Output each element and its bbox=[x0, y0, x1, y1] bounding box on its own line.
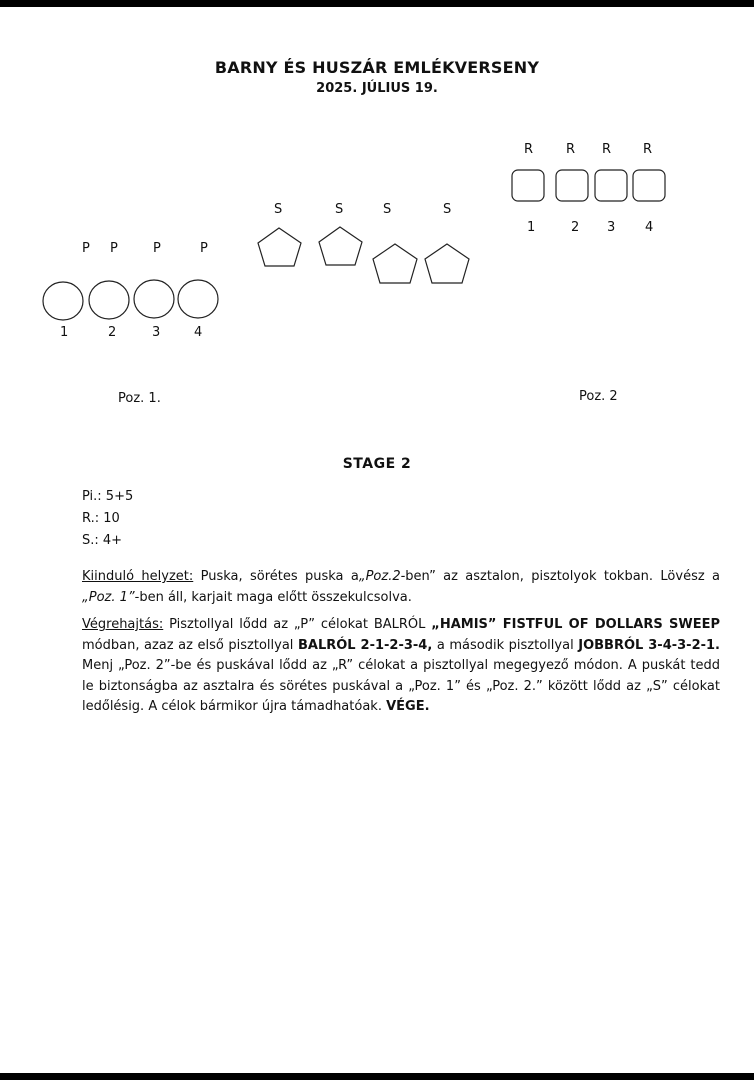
stage-diagram bbox=[0, 0, 754, 440]
s-label-4: S bbox=[443, 202, 452, 217]
r-label-3: R bbox=[602, 142, 612, 157]
s-target-3 bbox=[373, 244, 417, 283]
round-count-pistol: Pi.: 5+5 bbox=[82, 489, 134, 504]
document-title: BARNY ÉS HUSZÁR EMLÉKVERSENY bbox=[214, 58, 540, 77]
starting-position-label: Kiinduló helyzet: bbox=[82, 569, 194, 584]
s-target-4 bbox=[425, 244, 469, 283]
p-target-2 bbox=[89, 281, 129, 319]
document-date: 2025. JÚLIUS 19. bbox=[316, 81, 438, 96]
p-target-1 bbox=[43, 282, 83, 320]
r-target-1 bbox=[512, 170, 544, 201]
s-label-1: S bbox=[274, 202, 283, 217]
round-count-shotgun: S.: 4+ bbox=[82, 533, 123, 548]
p-label-2: P bbox=[110, 241, 118, 256]
p-number-4: 4 bbox=[194, 325, 203, 340]
p-target-4 bbox=[178, 280, 218, 318]
p-number-2: 2 bbox=[108, 325, 117, 340]
p-number-1: 1 bbox=[60, 325, 69, 340]
round-count-rifle: R.: 10 bbox=[82, 511, 120, 526]
r-number-3: 3 bbox=[607, 220, 616, 235]
procedure-paragraph: Végrehajtás: Pisztollyal lődd az „P” célokat BALRÓL „HAMIS” FISTFUL OF DOLLARS SWEEP módban, azaz az első pisztollyal BALRÓL 2-1-2-3-4, a második pisztollyal JOBBRÓL 3-4-3-2-1. Menj „Poz. 2”-be és puskával lődd az „R” célokat a pisztollyal megegyező módon. A puskát tedd le biztonságba az asztalra és sörétes puskával a „Poz. 1” és „Poz. 2.” között lődd az „S” célokat ledőlésig. A célok bármikor újra támadhatóak. VÉGE. bbox=[82, 617, 721, 714]
stage-title: STAGE 2 bbox=[342, 456, 412, 472]
bottom-border bbox=[0, 1073, 754, 1080]
p-label-3: P bbox=[153, 241, 161, 256]
s-target-1 bbox=[258, 228, 301, 266]
r-number-2: 2 bbox=[571, 220, 580, 235]
r-label-4: R bbox=[643, 142, 653, 157]
r-target-4 bbox=[633, 170, 665, 201]
r-target-2 bbox=[556, 170, 588, 201]
s-label-3: S bbox=[383, 202, 392, 217]
p-label-4: P bbox=[200, 241, 208, 256]
position-2-label: Poz. 2 bbox=[579, 389, 618, 404]
r-label-2: R bbox=[566, 142, 576, 157]
r-label-1: R bbox=[524, 142, 534, 157]
s-label-2: S bbox=[335, 202, 344, 217]
p-target-3 bbox=[134, 280, 174, 318]
p-number-3: 3 bbox=[152, 325, 161, 340]
r-target-3 bbox=[595, 170, 627, 201]
r-number-4: 4 bbox=[645, 220, 654, 235]
p-label-1: P bbox=[82, 241, 90, 256]
procedure-label: Végrehajtás: bbox=[82, 617, 164, 632]
r-number-1: 1 bbox=[527, 220, 536, 235]
starting-position-paragraph: Kiinduló helyzet: Puska, sörétes puska a„Poz.2-ben” az asztalon, pisztolyok tokban. Lövész a „Poz. 1”-ben áll, karjait maga előtt összekulcsolva. bbox=[82, 569, 720, 605]
s-target-2 bbox=[319, 227, 362, 265]
position-1-label: Poz. 1. bbox=[118, 391, 161, 406]
